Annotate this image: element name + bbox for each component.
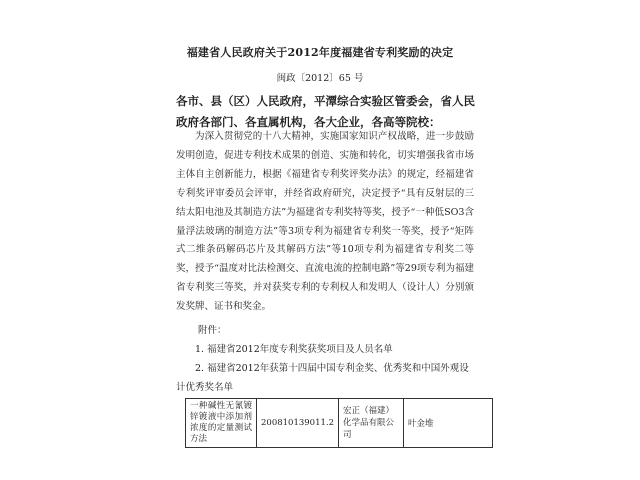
patent-number-cell: 200810139011.2 (257, 399, 339, 448)
attachments-list (176, 341, 474, 398)
inventor-cell: 叶金堆 (404, 399, 493, 448)
body-text (176, 128, 474, 317)
attachment-item-1: 1. 福建省2012年度专利奖获奖项目及人员名单 (195, 344, 393, 355)
document-title: 福建省人民政府关于2012年度福建省专利奖励的决定 (186, 46, 454, 59)
table-row (186, 399, 493, 448)
patent-name-cell: 一种碱性无氰镀锌镀液中添加剂浓度的定量测试方法 (186, 399, 257, 448)
patentee-cell: 宏正（福建）化学品有限公司 (339, 399, 404, 448)
document-number: 闽政〔2012〕65 号 (276, 73, 364, 84)
award-table (185, 398, 493, 448)
body-paragraph: 为深入贯彻党的十八大精神，实施国家知识产权战略，进一步鼓励发明创造，促进专利技术成果的创造、实施和转化，切实增强我省市场主体自主创新能力，根据《福建省专利奖评奖办法》的规定，经福建省专利奖评审委员会评审，并经省政府研究，决定授予“具有反射层的三结太阳电池及其制造方法”为福建省专利奖特等奖，授予“一种低SO3含量浮法玻璃的制造方法”等3项专利为福建省专利奖一等奖，授予“矩阵式二维条码解码芯片及其解码方法”等10项专利为福建省专利奖二等奖，授予“温度对比法检测交、直流电流的控制电路”等29项专利为福建省专利奖三等奖，并对获奖专利的专利权人和发明人（设计人）分别颁发奖牌、证书和奖金。 (176, 131, 474, 313)
attachment-item-2: 2. 福建省2012年获第十四届中国专利金奖、优秀奖和中国外观设计优秀奖名单 (176, 362, 469, 393)
attachments-label: 附件： (198, 325, 227, 336)
addressee: 各市、县（区）人民政府，平潭综合实验区管委会，省人民政府各部门、各直属机构，各大企业，各高等院校： (176, 94, 475, 129)
